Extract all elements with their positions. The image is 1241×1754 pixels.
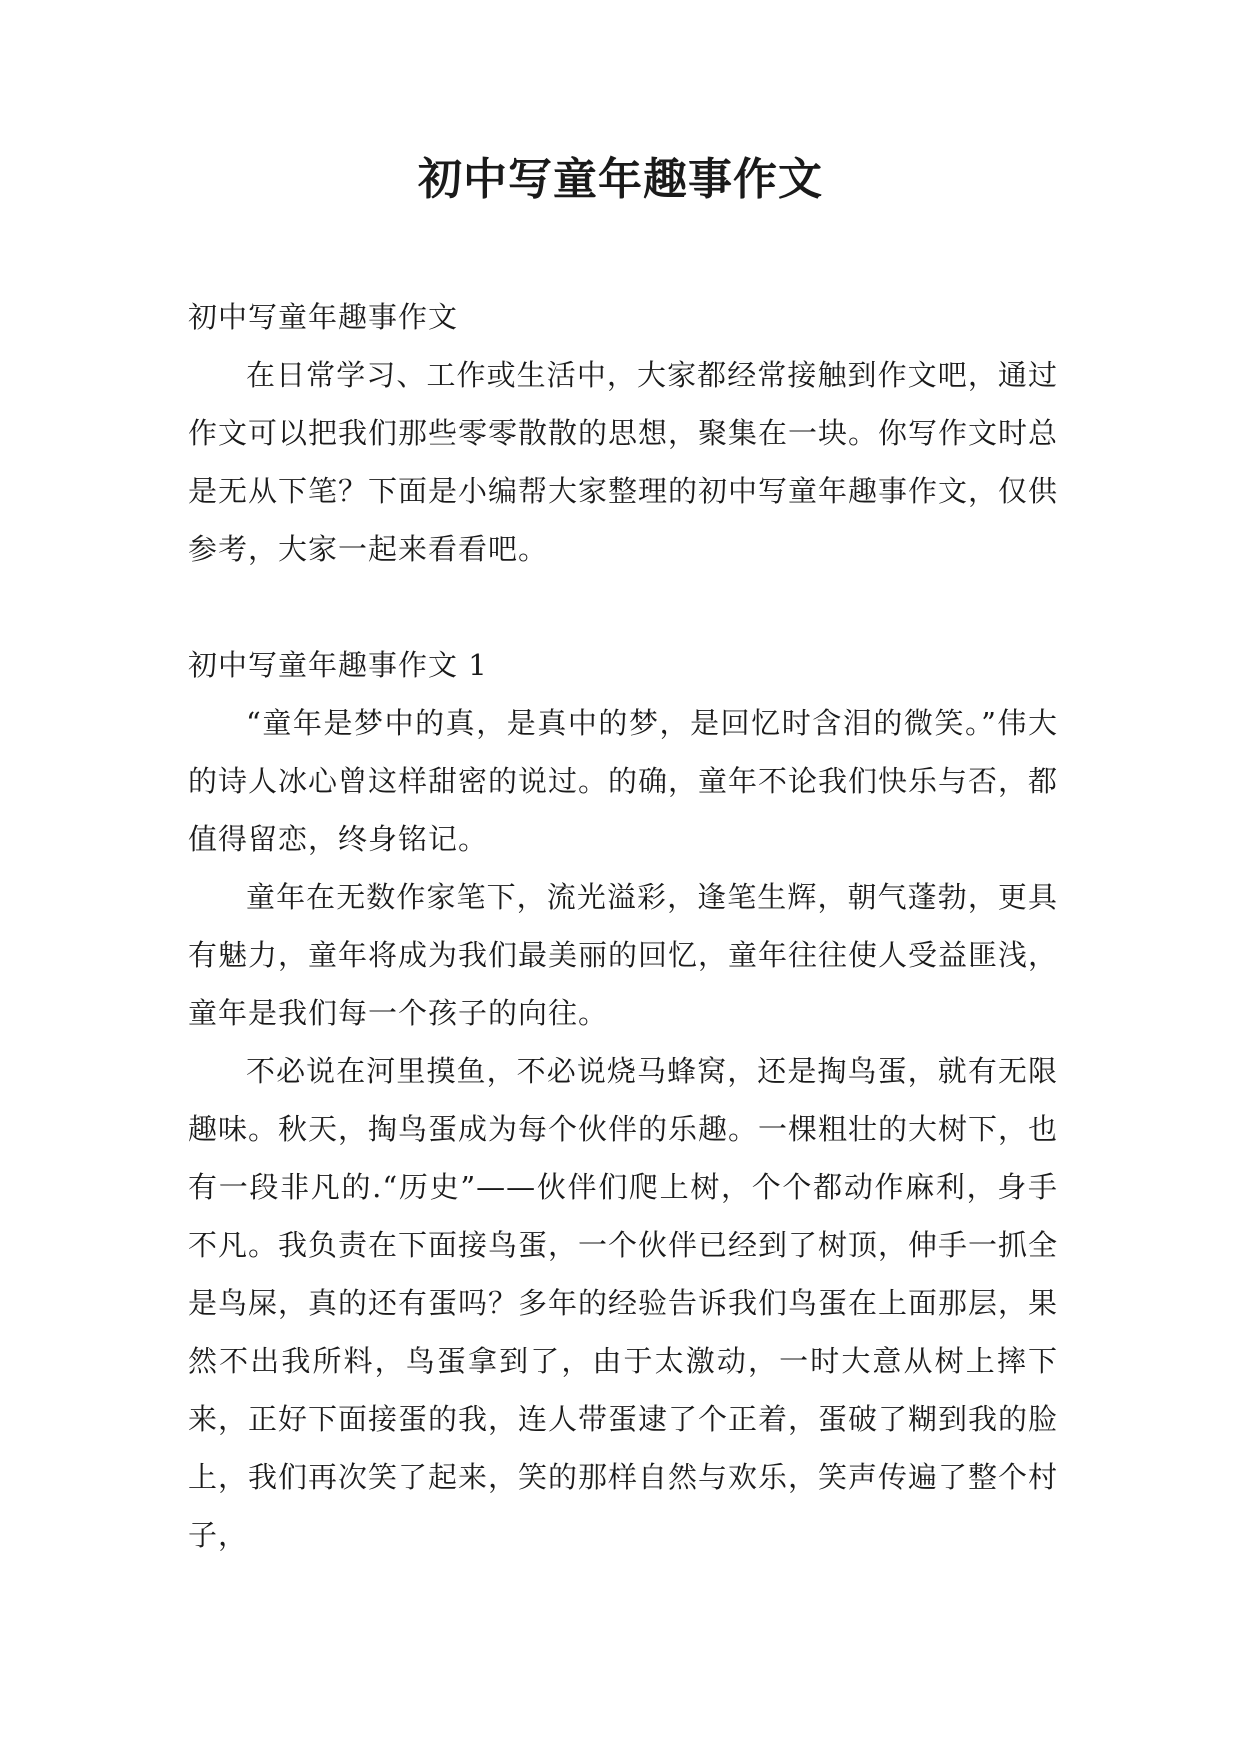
document-body xyxy=(188,288,1058,1564)
section-spacer xyxy=(188,578,1058,636)
intro-paragraph: 在日常学习、工作或生活中，大家都经常接触到作文吧，通过作文可以把我们那些零零散散的思想，聚集在一块。你写作文时总是无从下笔？下面是小编帮大家整理的初中写童年趣事作文，仅供参考，大家一起来看看吧。 xyxy=(188,358,1059,566)
body-paragraph-3: 不必说在河里摸鱼，不必说烧马蜂窝，还是掏鸟蛋，就有无限趣味。秋天，掏鸟蛋成为每个伙伴的乐趣。一棵粗壮的大树下，也有一段非凡的.“历史”——伙伴们爬上树，个个都动作麻利，身手不凡。我负责在下面接鸟蛋，一个伙伴已经到了树顶，伸手一抓全是鸟屎，真的还有蛋吗？多年的经验告诉我们鸟蛋在上面那层，果然不出我所料，鸟蛋拿到了，由于太激动，一时大意从树上摔下来，正好下面接蛋的我，连人带蛋逮了个正着，蛋破了糊到我的脸上，我们再次笑了起来，笑的那样自然与欢乐，笑声传遍了整个村子， xyxy=(188,1054,1059,1552)
body-paragraph-2: 童年在无数作家笔下，流光溢彩，逢笔生辉，朝气蓬勃，更具有魅力，童年将成为我们最美丽的回忆，童年往往使人受益匪浅，童年是我们每一个孩子的向往。 xyxy=(188,880,1059,1030)
body-paragraph-1: “童年是梦中的真，是真中的梦，是回忆时含泪的微笑。”伟大的诗人冰心曾这样甜密的说过。的确，童年不论我们快乐与否，都值得留恋，终身铭记。 xyxy=(188,706,1059,856)
section-heading: 初中写童年趣事作文 1 xyxy=(188,648,488,682)
document-subtitle: 初中写童年趣事作文 xyxy=(188,300,459,334)
document-title: 初中写童年趣事作文 xyxy=(418,154,823,205)
